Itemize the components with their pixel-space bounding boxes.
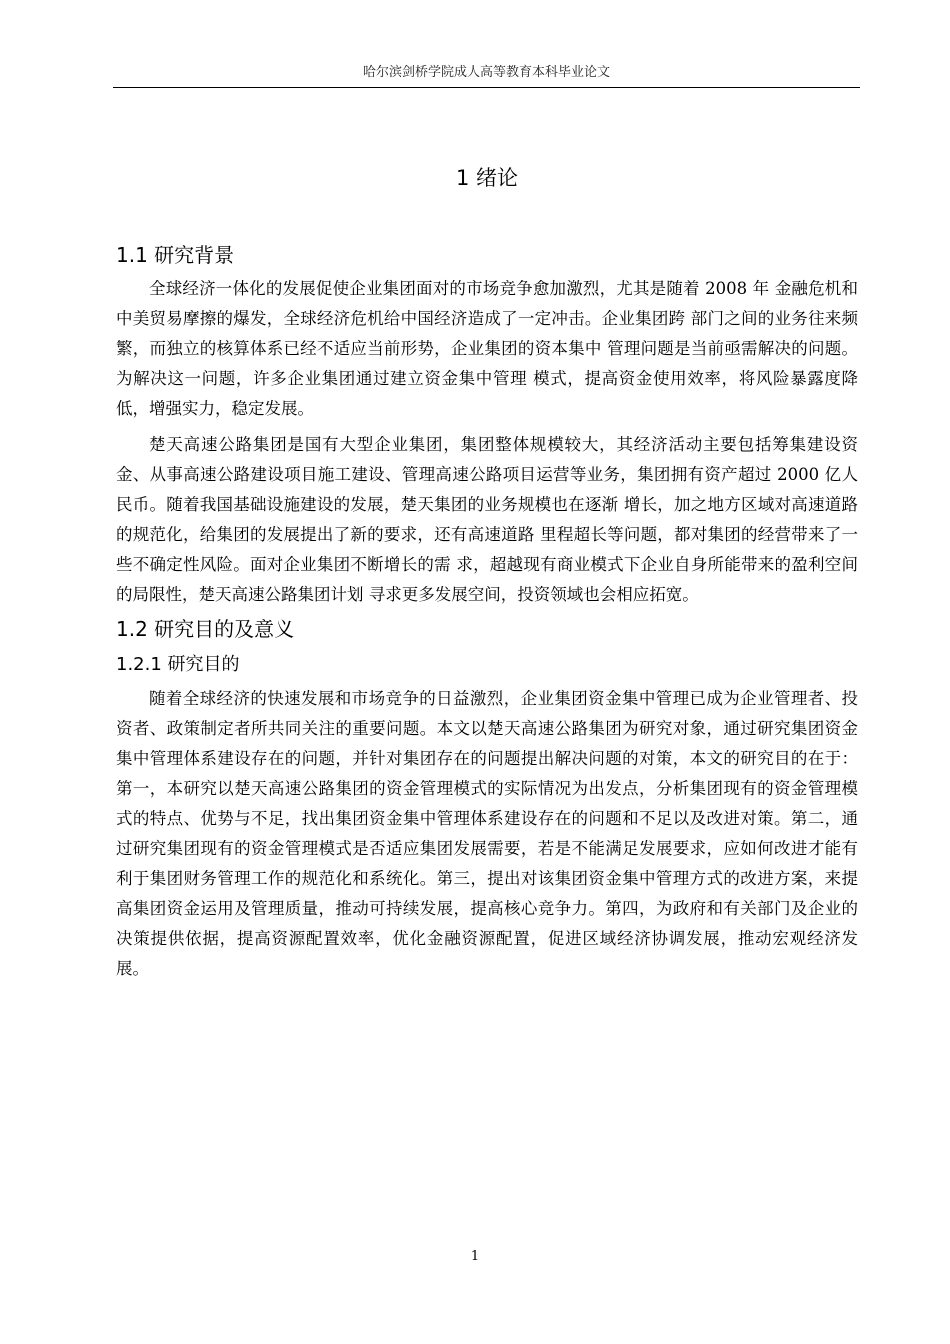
- section-title-purpose-significance: 1.2 研究目的及意义: [116, 617, 295, 641]
- section-title-background: 1.1 研究背景: [116, 243, 235, 267]
- page-number: 1: [470, 1249, 480, 1264]
- paragraph-background-1: 全球经济一体化的发展促使企业集团面对的市场竞争愈加激烈，尤其是随着 2008 年 金融危机和中美贸易摩擦的爆发，全球经济危机给中国经济造成了一定冲击。企业集团跨 部门之间的业务往来频繁，而独立的核算体系已经不适应当前形势，企业集团的资本集中 管理问题是当前亟需解决的问题。为解决这一问题，许多企业集团通过建立资金集中管理 模式，提高资金使用效率，将风险暴露度降低，增强实力，稳定发展。: [116, 279, 858, 418]
- header-divider: [113, 87, 860, 88]
- document-body: [116, 160, 858, 984]
- chapter-title: 1 绪论: [455, 166, 519, 190]
- paragraph-purpose-1: 随着全球经济的快速发展和市场竞争的日益激烈，企业集团资金集中管理已成为企业管理者、投资者、政策制定者所共同关注的重要问题。本文以楚天高速公路集团为研究对象，通过研究集团资金集中管理体系建设存在的问题，并针对集团存在的问题提出解决问题的对策，本文的研究目的在于：第一，本研究以楚天高速公路集团的资金管理模式的实际情况为出发点，分析集团现有的资金管理模式的特点、优势与不足，找出集团资金集中管理体系建设存在的问题和不足以及改进对策。第二，通过研究集团现有的资金管理模式是否适应集团发展需要，若是不能满足发展要求，应如何改进才能有利于集团财务管理工作的规范化和系统化。第三，提出对该集团资金集中管理方式的改进方案，来提高集团资金运用及管理质量，推动可持续发展，提高核心竞争力。第四，为政府和有关部门及企业的决策提供依据，提高资源配置效率，优化金融资源配置，促进区域经济协调发展，推动宏观经济发展。: [116, 689, 858, 978]
- paragraph-background-2: 楚天高速公路集团是国有大型企业集团，集团整体规模较大，其经济活动主要包括筹集建设资金、从事高速公路建设项目施工建设、管理高速公路项目运营等业务，集团拥有资产超过 2000 亿人民币。随着我国基础设施建设的发展，楚天集团的业务规模也在逐渐 增长，加之地方区域对高速道路的规范化，给集团的发展提出了新的要求，还有高速道路 里程超长等问题，都对集团的经营带来了一些不确定性风险。面对企业集团不断增长的需 求，超越现有商业模式下企业自身所能带来的盈利空间的局限性，楚天高速公路集团计划 寻求更多发展空间，投资领域也会相应拓宽。: [116, 435, 858, 604]
- page-header: 哈尔滨剑桥学院成人高等教育本科毕业论文: [362, 65, 610, 80]
- subsection-title-purpose: 1.2.1 研究目的: [116, 654, 240, 675]
